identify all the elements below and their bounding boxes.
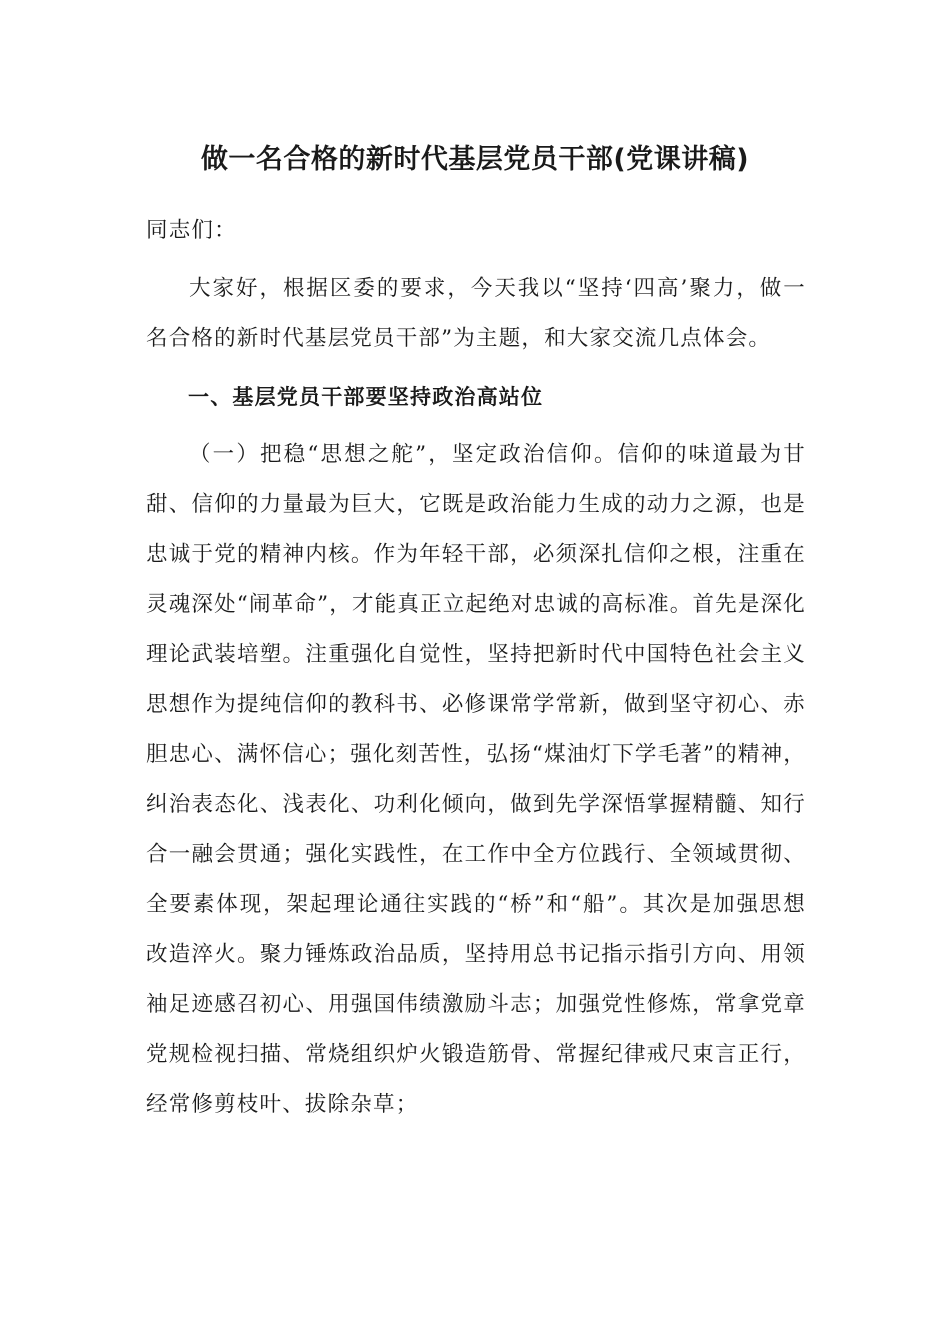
salutation: 同志们： bbox=[146, 218, 237, 243]
intro-paragraph: 大家好，根据区委的要求，今天我以“坚持‘四高’聚力，做一名合格的新时代基层党员干部”为主题，和大家交流几点体会。 bbox=[146, 276, 806, 351]
document-title: 做一名合格的新时代基层党员干部(党课讲稿) bbox=[200, 144, 750, 175]
section-heading: 一、基层党员干部要坚持政治高站位 bbox=[188, 385, 544, 409]
document-body bbox=[146, 206, 806, 1130]
body-paragraph: （一）把稳“思想之舵”，坚定政治信仰。信仰的味道最为甘甜、信仰的力量最为巨大，它既是政治能力生成的动力之源，也是忠诚于党的精神内核。作为年轻干部，必须深扎信仰之根，注重在灵魂深处“闹革命”，才能真正立起绝对忠诚的高标准。首先是深化理论武装培塑。注重强化自觉性，坚持把新时代中国特色社会主义思想作为提纯信仰的教科书、必修课常学常新，做到坚守初心、赤胆忠心、满怀信心；强化刻苦性，弘扬“煤油灯下学毛著”的精神，纠治表态化、浅表化、功利化倾向，做到先学深悟掌握精髓、知行合一融会贯通；强化实践性，在工作中全方位践行、全领域贯彻、全要素体现，架起理论通往实践的“桥”和“船”。其次是加强思想改造淬火。聚力锤炼政治品质，坚持用总书记指示指引方向、用领袖足迹感召初心、用强国伟绩激励斗志；加强党性修炼，常拿党章党规检视扫描、常烧组织炉火锻造筋骨、常握纪律戒尺束言正行，经常修剪枝叶、拔除杂草； bbox=[146, 442, 806, 1117]
